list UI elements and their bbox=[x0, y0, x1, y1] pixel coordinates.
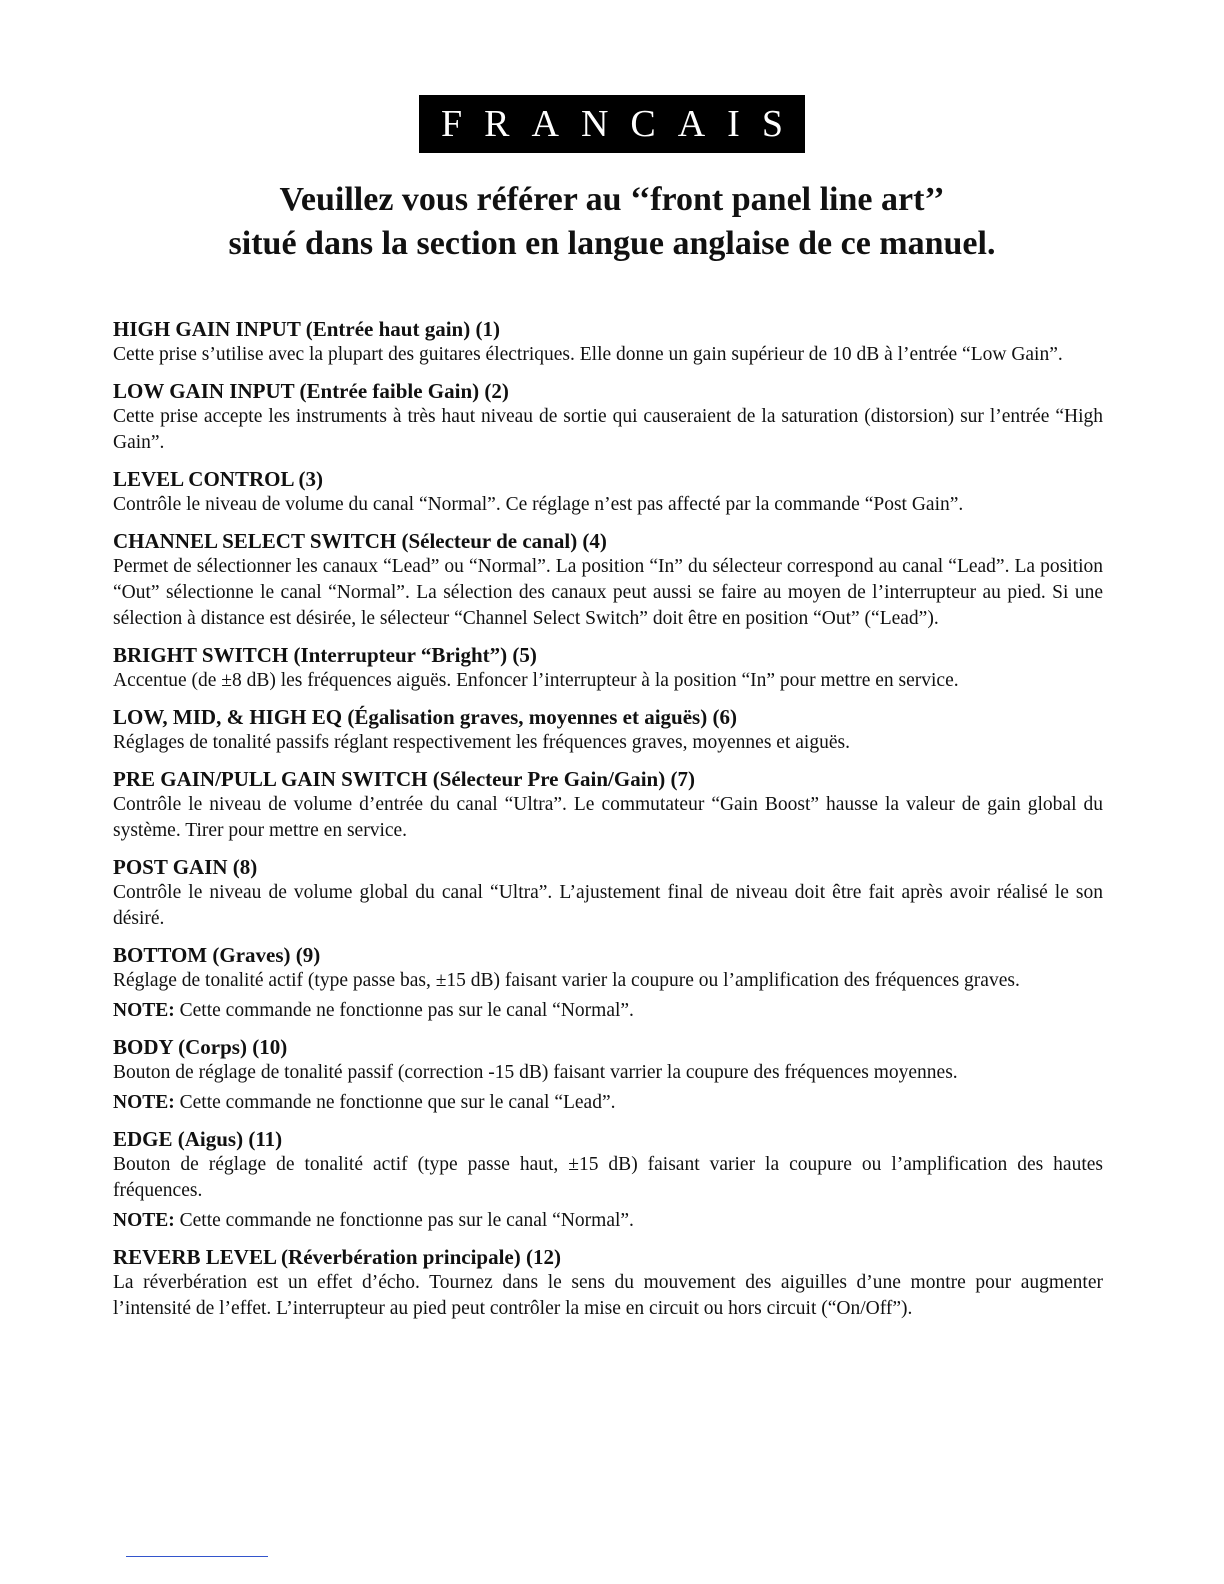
language-banner: FRANCAIS bbox=[419, 95, 805, 153]
section-text: Réglage de tonalité actif (type passe bas, ±15 dB) faisant varier la coupure ou l’amplification des fréquences graves. bbox=[113, 970, 1020, 991]
section-text: Bouton de réglage de tonalité actif (type passe haut, ±15 dB) faisant varier la coupure ou l’amplification des hautes fréquences. bbox=[113, 1154, 1103, 1201]
section-title: BODY (Corps) (10) bbox=[113, 1035, 288, 1059]
note-text: Cette commande ne fonctionne que sur le canal “Lead”. bbox=[174, 1092, 616, 1113]
section-text: Permet de sélectionner les canaux “Lead” ou “Normal”. La position “In” du sélecteur correspond au canal “Lead”. La position “Out” sélectionne le canal “Normal”. La sélection des canaux peut aussi se faire au moyen de l’interrupteur au pied. Si une sélection à distance est désirée, le sélecteur “Channel Select Switch” doit être en position “Out” (“Lead”). bbox=[113, 556, 1103, 629]
section-title: PRE GAIN/PULL GAIN SWITCH (Sélecteur Pre Gain/Gain) (7) bbox=[113, 767, 695, 791]
section-title: POST GAIN (8) bbox=[113, 855, 258, 879]
note-text: Cette commande ne fonctionne pas sur le canal “Normal”. bbox=[174, 1210, 634, 1231]
section-post-gain bbox=[113, 854, 1103, 932]
section-note bbox=[113, 998, 1103, 1024]
section-pre-gain bbox=[113, 766, 1103, 844]
heading-line-1: Veuillez vous référer au ‘‘front panel line art’’ bbox=[279, 181, 945, 218]
banner-wrap bbox=[0, 95, 1224, 153]
section-text: Réglages de tonalité passifs réglant respectivement les fréquences graves, moyennes et aiguës. bbox=[113, 732, 850, 753]
section-text: La réverbération est un effet d’écho. Tournez dans le sens du mouvement des aiguilles d’une montre pour augmenter l’intensité de l’effet. L’interrupteur au pied peut contrôler la mise en circuit ou hors circuit (“On/Off”). bbox=[113, 1272, 1103, 1319]
note-text: Cette commande ne fonctionne pas sur le canal “Normal”. bbox=[174, 1000, 634, 1021]
section-low-gain-input bbox=[113, 378, 1103, 456]
section-bright-switch bbox=[113, 642, 1103, 694]
section-level-control bbox=[113, 466, 1103, 518]
section-text: Cette prise accepte les instruments à très haut niveau de sortie qui causeraient de la saturation (distorsion) sur l’entrée “High Gain”. bbox=[113, 406, 1103, 453]
sections-list bbox=[113, 316, 1103, 1332]
section-text: Contrôle le niveau de volume du canal “Normal”. Ce réglage n’est pas affecté par la commande “Post Gain”. bbox=[113, 494, 964, 515]
section-title: LOW, MID, & HIGH EQ (Égalisation graves, moyennes et aiguës) (6) bbox=[113, 705, 737, 729]
section-eq bbox=[113, 704, 1103, 756]
section-title: BOTTOM (Graves) (9) bbox=[113, 943, 321, 967]
section-note bbox=[113, 1208, 1103, 1234]
section-edge bbox=[113, 1126, 1103, 1234]
section-title: LOW GAIN INPUT (Entrée faible Gain) (2) bbox=[113, 379, 509, 403]
section-channel-select bbox=[113, 528, 1103, 632]
section-title: BRIGHT SWITCH (Interrupteur “Bright”) (5) bbox=[113, 643, 537, 667]
section-text: Accentue (de ±8 dB) les fréquences aiguës. Enfoncer l’interrupteur à la position “In” pour mettre en service. bbox=[113, 670, 959, 691]
section-title: CHANNEL SELECT SWITCH (Sélecteur de canal) (4) bbox=[113, 529, 607, 553]
section-body bbox=[113, 1034, 1103, 1116]
note-label: NOTE: bbox=[113, 1000, 175, 1021]
footer-divider bbox=[126, 1556, 268, 1557]
section-title: REVERB LEVEL (Réverbération principale) (12) bbox=[113, 1245, 561, 1269]
section-text: Contrôle le niveau de volume d’entrée du canal “Ultra”. Le commutateur “Gain Boost” hausse la valeur de gain global du système. Tirer pour mettre en service. bbox=[113, 794, 1103, 841]
section-reverb-level bbox=[113, 1244, 1103, 1322]
section-text: Bouton de réglage de tonalité passif (correction -15 dB) faisant varrier la coupure des fréquences moyennes. bbox=[113, 1062, 958, 1083]
section-title: HIGH GAIN INPUT (Entrée haut gain) (1) bbox=[113, 317, 500, 341]
section-title: EDGE (Aigus) (11) bbox=[113, 1127, 283, 1151]
section-high-gain-input bbox=[113, 316, 1103, 368]
section-note bbox=[113, 1090, 1103, 1116]
page-heading bbox=[0, 178, 1224, 266]
section-bottom bbox=[113, 942, 1103, 1024]
section-text: Contrôle le niveau de volume global du canal “Ultra”. L’ajustement final de niveau doit être fait après avoir réalisé le son désiré. bbox=[113, 882, 1103, 929]
note-label: NOTE: bbox=[113, 1092, 175, 1113]
heading-line-2: situé dans la section en langue anglaise de ce manuel. bbox=[228, 225, 996, 262]
section-title: LEVEL CONTROL (3) bbox=[113, 467, 324, 491]
section-text: Cette prise s’utilise avec la plupart des guitares électriques. Elle donne un gain supérieur de 10 dB à l’entrée “Low Gain”. bbox=[113, 344, 1063, 365]
note-label: NOTE: bbox=[113, 1210, 175, 1231]
